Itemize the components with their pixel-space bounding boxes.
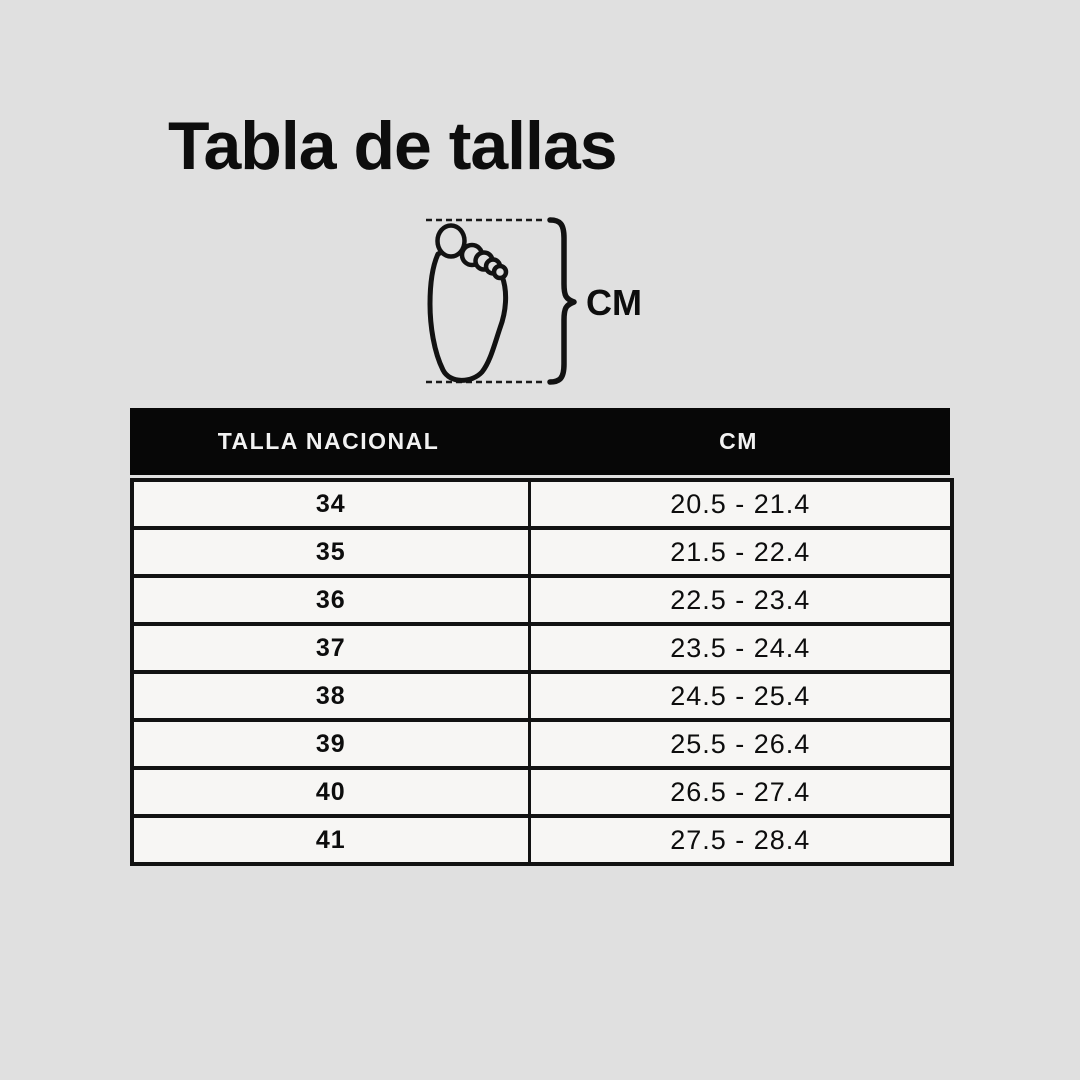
- table-row: [132, 480, 952, 528]
- size-value: 34: [132, 480, 529, 528]
- cm-range-value: 20.5 - 21.4: [529, 480, 952, 528]
- table-row: [132, 768, 952, 816]
- cm-range-value: 27.5 - 28.4: [529, 816, 952, 864]
- size-value: 40: [132, 768, 529, 816]
- cm-range-value: 25.5 - 26.4: [529, 720, 952, 768]
- table-row: [132, 528, 952, 576]
- cm-range-value: 24.5 - 25.4: [529, 672, 952, 720]
- column-header-cm: CM: [719, 428, 758, 454]
- cm-range-value: 22.5 - 23.4: [529, 576, 952, 624]
- page-title: Tabla de tallas: [168, 108, 617, 184]
- size-value: 38: [132, 672, 529, 720]
- curly-brace-icon: [550, 220, 574, 382]
- size-table: [130, 408, 950, 866]
- size-value: 39: [132, 720, 529, 768]
- size-value: 37: [132, 624, 529, 672]
- table-row: [132, 624, 952, 672]
- foot-measurement-illustration: [420, 214, 670, 396]
- size-value: 36: [132, 576, 529, 624]
- cm-range-value: 23.5 - 24.4: [529, 624, 952, 672]
- cm-range-value: 21.5 - 22.4: [529, 528, 952, 576]
- cm-unit-label: CM: [586, 282, 642, 323]
- size-value: 41: [132, 816, 529, 864]
- size-table-body: [130, 478, 954, 866]
- table-row: [132, 720, 952, 768]
- column-header-talla-nacional: TALLA NACIONAL: [217, 428, 440, 454]
- table-row: [132, 672, 952, 720]
- table-row: [132, 816, 952, 864]
- size-value: 35: [132, 528, 529, 576]
- size-table-header: [130, 408, 950, 475]
- cm-range-value: 26.5 - 27.4: [529, 768, 952, 816]
- foot-sole-icon: [430, 226, 506, 381]
- table-row: [132, 576, 952, 624]
